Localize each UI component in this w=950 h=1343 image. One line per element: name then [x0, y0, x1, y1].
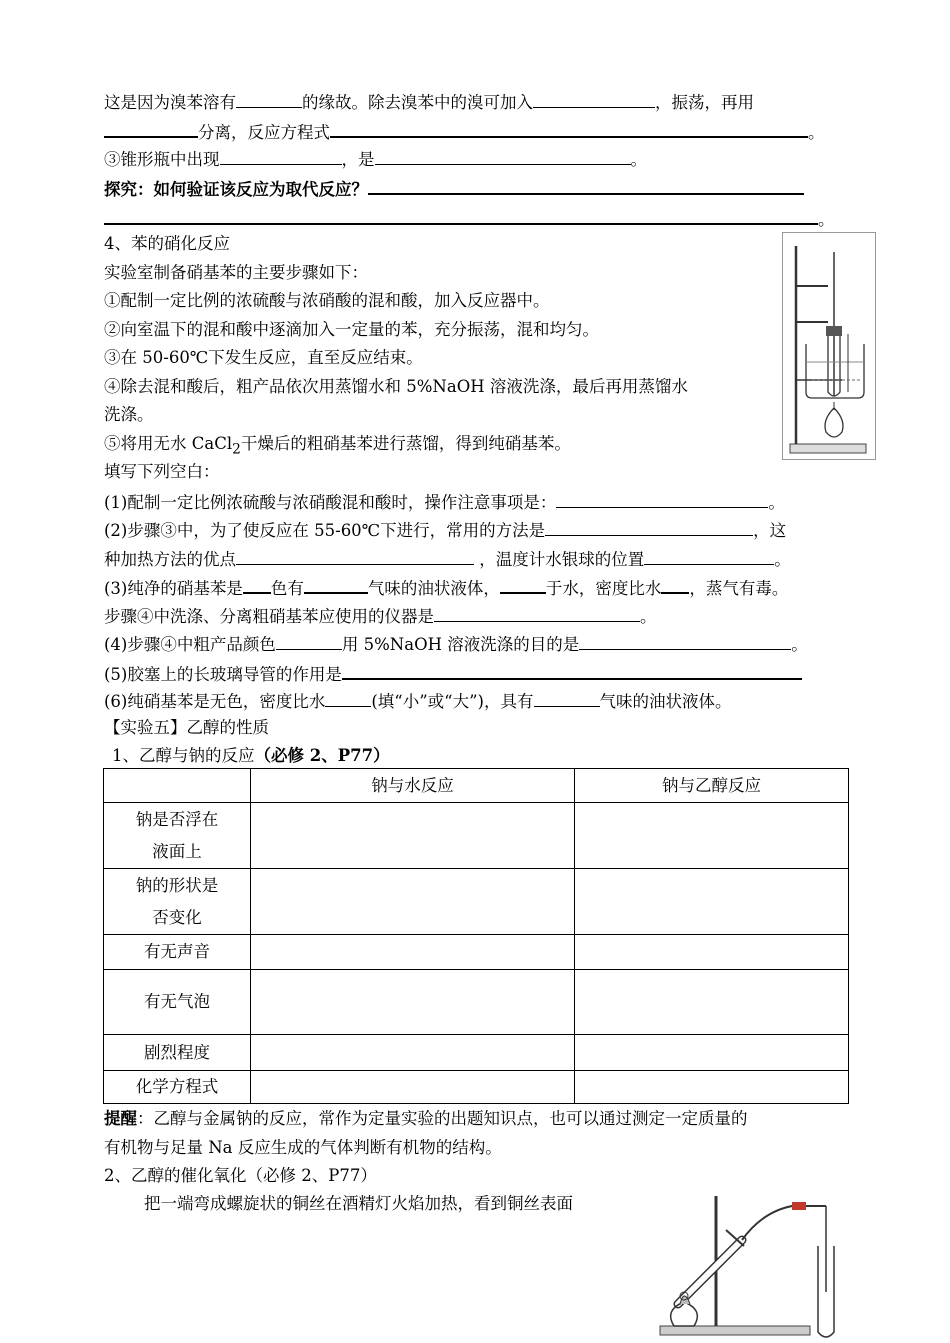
text: 。: [630, 150, 647, 169]
blank-q3c[interactable]: [500, 575, 546, 594]
table-cell[interactable]: [575, 935, 849, 970]
question-3: [104, 575, 788, 600]
sodium-reaction-table: [103, 768, 849, 1104]
text: (4)步骤④中粗产品颜色: [104, 635, 276, 654]
oxidation-apparatus-figure: [654, 1192, 854, 1343]
table-row: [104, 1071, 849, 1104]
reminder-line-1: [104, 1108, 748, 1130]
step-1: ①配制一定比例的浓硫酸与浓硝酸的混和酸，加入反应器中。: [104, 291, 550, 310]
question-2: [104, 518, 786, 542]
table-row: [104, 1035, 849, 1071]
table-cell[interactable]: [251, 1035, 575, 1071]
text: 的缘故。除去溴苯中的溴可加入: [302, 93, 533, 112]
question-3-cont: [104, 604, 657, 628]
row-label: 有无声音: [104, 935, 251, 970]
text: ，振荡，再用: [655, 93, 754, 112]
bromo-line-3: [104, 147, 647, 171]
exp5-subtitle-2: 2、乙醇的催化氧化（必修 2、P77）: [104, 1166, 377, 1185]
table-cell[interactable]: [575, 970, 849, 1035]
text: (3)纯净的硝基苯是: [104, 579, 243, 598]
subscript: 2: [232, 441, 241, 458]
table-row: [104, 803, 849, 869]
text: （必修 2、P77）: [254, 746, 390, 765]
step-5: [104, 433, 571, 460]
text: ，是: [341, 150, 375, 169]
text: (5)胶塞上的长玻璃导管的作用是: [104, 665, 342, 684]
text: 。: [640, 607, 657, 626]
nitration-title: 4、苯的硝化反应: [104, 234, 230, 253]
text: 色有: [270, 579, 304, 598]
blank-q3e[interactable]: [434, 604, 640, 622]
blank-q6b[interactable]: [534, 689, 600, 707]
reminder-line-2: 有机物与足量 Na 反应生成的气体判断有机物的结构。: [104, 1138, 502, 1157]
table-header-cell: 钠与乙醇反应: [575, 769, 849, 803]
text: 气味的油状液体。: [599, 692, 732, 711]
row-label: 有无气泡: [104, 970, 251, 1035]
blank-q4b[interactable]: [579, 632, 791, 650]
step-2: ②向室温下的混和酸中逐滴加入一定量的苯，充分振荡，混和均匀。: [104, 320, 599, 339]
table-cell[interactable]: [575, 1035, 849, 1071]
table-cell[interactable]: [575, 803, 849, 869]
table-cell[interactable]: [575, 1071, 849, 1104]
blank-explore[interactable]: [368, 176, 804, 195]
step-3: ③在 50-60℃下发生反应，直至反应结束。: [104, 348, 423, 367]
text: 。: [774, 550, 791, 569]
bromo-line-2: [104, 119, 825, 144]
row-label: 剧烈程度: [104, 1035, 251, 1071]
question-2-cont: [104, 547, 791, 571]
step-4: ④除去混和酸后，粗产品依次用蒸馏水和 5%NaOH 溶液洗涤，最后再用蒸馏水: [104, 377, 688, 396]
blank-1[interactable]: [236, 90, 302, 108]
table-row: [104, 970, 849, 1035]
text: 1、乙醇与钠的反应: [112, 746, 255, 765]
text: ，蒸气有毒。: [689, 579, 789, 598]
explore-line-2: [104, 206, 835, 231]
text: ，这: [753, 521, 787, 540]
text: 。: [818, 210, 835, 229]
table-header-cell: [104, 769, 251, 803]
row-label: 钠的形状是 否变化: [104, 869, 251, 935]
question-6: [104, 689, 732, 713]
text: (6)纯硝基苯是无色，密度比水: [104, 692, 326, 711]
blank-q6a[interactable]: [325, 689, 371, 707]
text: ，温度计水银球的位置: [474, 550, 645, 569]
text: (2)步骤③中，为了使反应在 55-60℃下进行，常用的方法是: [104, 521, 546, 540]
bromo-line-1: [104, 90, 754, 114]
blank-q3a[interactable]: [243, 575, 271, 594]
text: (1)配制一定比例浓硫酸与浓硝酸混和酸时，操作注意事项是：: [104, 493, 557, 512]
blank-explore-2[interactable]: [104, 206, 818, 225]
table-cell[interactable]: [575, 869, 849, 935]
table-cell[interactable]: [251, 970, 575, 1035]
text: 气味的油状液体，: [367, 579, 500, 598]
table-row: [104, 935, 849, 970]
text: 步骤④中洗涤、分离粗硝基苯应使用的仪器是: [104, 607, 434, 626]
table-cell[interactable]: [251, 935, 575, 970]
text: ③锥形瓶中出现: [104, 150, 220, 169]
blank-q3b[interactable]: [304, 575, 368, 594]
text: 于水，密度比水: [545, 579, 662, 598]
text: 种加热方法的优点: [104, 550, 236, 569]
row-label: 化学方程式: [104, 1071, 251, 1104]
table-cell[interactable]: [251, 1071, 575, 1104]
text: 分离，反应方程式: [198, 123, 330, 142]
table-cell[interactable]: [251, 869, 575, 935]
text: (填“小”或“大”)，具有: [371, 692, 534, 711]
exp5-subtitle-1: [112, 745, 390, 767]
table-header-cell: 钠与水反应: [251, 769, 575, 803]
text: 。: [808, 123, 825, 142]
fill-in-prompt: 填写下列空白：: [104, 462, 220, 481]
nitration-apparatus-figure: [782, 232, 876, 460]
blank-q2a[interactable]: [545, 518, 753, 536]
text: 这是因为溴苯溶有: [104, 93, 236, 112]
table-row: [104, 869, 849, 935]
oxidation-text: 把一端弯成螺旋状的铜丝在酒精灯火焰加热，看到铜丝表面: [144, 1194, 573, 1213]
blank-q1[interactable]: [556, 490, 768, 508]
text: 干燥后的粗硝基苯进行蒸馏，得到纯硝基苯。: [240, 434, 571, 453]
blank-q5[interactable]: [342, 661, 802, 680]
question-1: [104, 490, 785, 514]
exp5-title: 【实验五】乙醇的性质: [104, 718, 269, 737]
question-4: [104, 632, 808, 656]
blank-q4a[interactable]: [276, 632, 342, 650]
blank-5[interactable]: [375, 147, 631, 165]
text: ：乙醇与金属钠的反应，常作为定量实验的出题知识点，也可以通过测定一定质量的: [137, 1109, 748, 1128]
table-header-row: [104, 769, 849, 803]
blank-equation[interactable]: [330, 119, 808, 138]
question-5: [104, 661, 802, 686]
step-4-cont: 洗涤。: [104, 405, 154, 424]
reminder-label: 提醒: [104, 1109, 137, 1128]
text: 用 5%NaOH 溶液洗涤的目的是: [341, 635, 580, 654]
text: 。: [768, 493, 785, 512]
explore-line: [104, 176, 804, 201]
blank-3[interactable]: [104, 119, 198, 138]
explore-question: 探究：如何验证该反应为取代反应？: [104, 180, 368, 199]
text: 。: [791, 635, 808, 654]
blank-q2b[interactable]: [236, 547, 474, 565]
row-label: 钠是否浮在 液面上: [104, 803, 251, 869]
blank-2[interactable]: [533, 90, 655, 108]
blank-q2c[interactable]: [644, 547, 774, 565]
text: ⑤将用无水 CaCl: [104, 434, 233, 453]
blank-q3d[interactable]: [661, 575, 689, 594]
blank-4[interactable]: [220, 147, 342, 165]
table-cell[interactable]: [251, 803, 575, 869]
nitration-intro: 实验室制备硝基苯的主要步骤如下：: [104, 263, 368, 282]
